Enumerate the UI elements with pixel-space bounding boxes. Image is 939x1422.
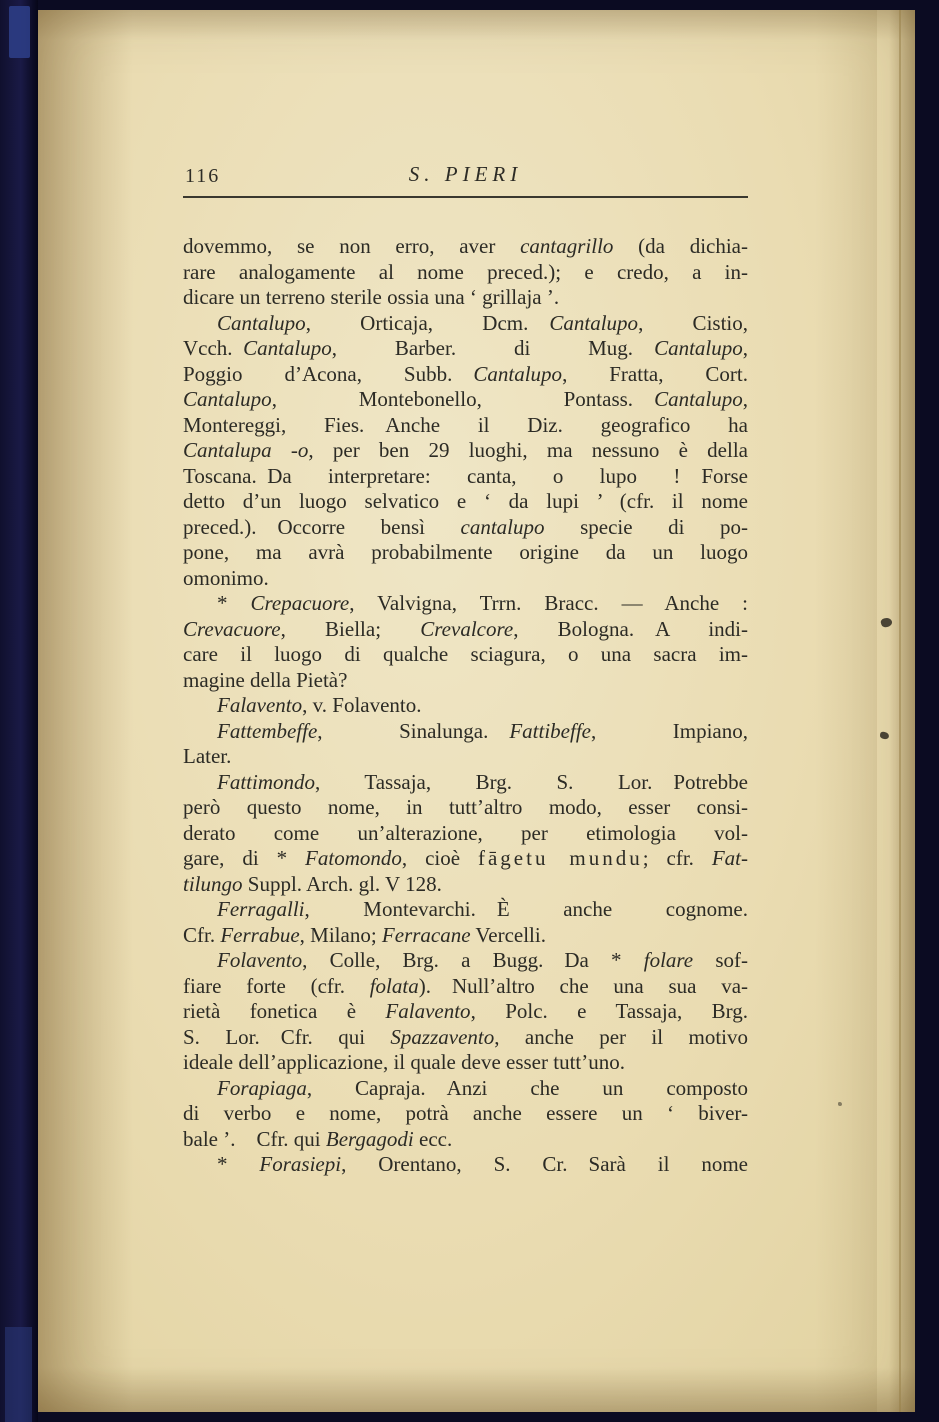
text-line — [183, 540, 748, 566]
header-rule — [183, 196, 748, 198]
text-run: pone, ma avrà probabilmente origine da un luogo — [183, 540, 748, 564]
page-paper — [38, 10, 915, 1412]
text-run: S. Lor. Cfr. qui — [183, 1024, 391, 1049]
text-run: rare analogamente al nome preced.); e credo, a in- — [183, 259, 748, 284]
text-run: bale ’. Cfr. qui — [183, 1126, 326, 1151]
text-line — [183, 234, 748, 260]
text-line — [183, 1152, 748, 1178]
page-edge-line — [899, 10, 901, 1412]
text-run: * — [217, 1152, 260, 1176]
text-line — [183, 999, 748, 1025]
text-run: Fattimondo — [217, 769, 315, 794]
text-run: , Colle, Brg. a Bugg. Da * — [302, 948, 644, 972]
text-run: Bergagodi — [325, 1126, 414, 1151]
text-run: Cantalupa -o — [183, 438, 309, 462]
text-line — [183, 642, 748, 668]
text-line — [183, 1127, 748, 1153]
text-run: Crevalcore — [420, 616, 514, 641]
text-run: Spazzavento — [390, 1024, 495, 1049]
text-run: Falavento — [385, 999, 471, 1023]
text-line — [183, 1025, 748, 1051]
text-run: care il luogo di qualche sciagura, o una sacra im- — [183, 642, 748, 666]
text-line — [183, 1076, 748, 1102]
text-line — [183, 464, 748, 490]
text-run: Toscana. Da interpretare: canta, o lupo ! Forse — [183, 463, 748, 488]
text-run: derato come un’alterazione, per etimologia vol- — [183, 820, 748, 845]
text-run: ; cfr. — [642, 846, 712, 870]
text-run: ecc. — [413, 1126, 453, 1151]
text-run: Forasiepi — [259, 1152, 342, 1176]
page-content — [183, 160, 748, 1178]
text-run: Ferrabue — [220, 922, 300, 947]
page-header — [183, 160, 748, 194]
text-run: (da dichia- — [613, 234, 748, 258]
text-line — [183, 770, 748, 796]
text-run: fiare forte (cfr. — [183, 973, 370, 998]
text-run: , anche per il motivo — [494, 1024, 748, 1049]
text-line — [183, 489, 748, 515]
page-number: 116 — [185, 165, 221, 187]
text-run: , cioè — [401, 846, 478, 870]
text-run: Forapiaga — [217, 1075, 307, 1100]
text-line — [183, 897, 748, 923]
text-line — [183, 260, 748, 286]
text-run: dovemmo, se non erro, aver — [183, 234, 521, 258]
text-run: , Cistio, — [638, 310, 748, 335]
text-run: Fattembeffe — [217, 718, 318, 743]
text-run: preced.). Occorre bensì — [183, 514, 461, 539]
text-run: , Montevarchi. È anche cognome. — [304, 897, 748, 921]
text-run: cantalupo — [460, 514, 545, 539]
text-line — [183, 515, 748, 541]
text-line — [183, 744, 748, 770]
text-run: , Montebonello, Pontass. — [271, 387, 655, 411]
text-run: Suppl. Arch. gl. V 128. — [242, 871, 442, 896]
text-line — [183, 846, 748, 872]
text-run: Cantalupo — [654, 387, 743, 411]
text-run: rietà fonetica è — [183, 999, 386, 1023]
text-line — [183, 285, 748, 311]
text-run: ideale dell’applicazione, il quale deve esser tutt’uno. — [183, 1050, 625, 1074]
text-run: Falavento — [217, 693, 303, 717]
text-line — [183, 1101, 748, 1127]
ink-mark — [879, 731, 889, 739]
page-text — [183, 234, 748, 1178]
text-line — [183, 336, 748, 362]
text-run: folata — [369, 973, 419, 998]
text-line — [183, 1050, 748, 1076]
binding-highlight-top — [9, 6, 30, 58]
page-curvature-shadow — [815, 10, 877, 1412]
text-run: , Orentano, S. Cr. Sarà il nome — [341, 1152, 748, 1176]
text-run: dicare un terreno sterile ossia una ‘ grillaja ’. — [183, 285, 560, 309]
text-line — [183, 821, 748, 847]
text-run: magine della Pietà? — [183, 667, 348, 692]
text-run: però questo nome, in tutt’altro modo, esser consi- — [183, 795, 748, 819]
text-run: Ferracane — [381, 922, 471, 947]
text-run: cantagrillo — [520, 234, 614, 258]
text-run: , Capraja. Anzi che un composto — [306, 1075, 748, 1100]
text-run: fāgetu mundu — [477, 846, 643, 870]
text-run: , Orticaja, Dcm. — [305, 310, 550, 335]
ink-mark — [880, 617, 893, 629]
text-run: sof- — [693, 948, 748, 972]
text-run: , Polc. e Tassaja, Brg. — [470, 999, 749, 1023]
book-binding — [0, 0, 38, 1422]
text-run: , Bologna. A indi- — [513, 616, 748, 641]
text-line — [183, 693, 748, 719]
text-run: * — [217, 591, 251, 615]
text-run: Vercelli. — [470, 922, 546, 947]
text-run: di verbo e nome, potrà anche essere un ‘ biver- — [183, 1101, 748, 1125]
text-run: ). Null’altro che una sua va- — [418, 973, 749, 998]
text-line — [183, 668, 748, 694]
text-run: tilungo — [183, 871, 243, 896]
text-run: Cantalupo — [217, 310, 306, 335]
text-run: Montereggi, Fies. Anche il Diz. geografico ha — [183, 412, 748, 437]
text-run: , Barber. di Mug. — [331, 336, 655, 360]
text-run: , Valvigna, Trrn. Bracc. — Anche : — [349, 591, 748, 615]
text-line — [183, 566, 748, 592]
text-line — [183, 948, 748, 974]
text-run: Later. — [183, 744, 232, 768]
text-run: gare, di * — [183, 846, 306, 870]
binding-highlight-bottom — [5, 1327, 32, 1422]
text-run: , Fratta, Cort. — [562, 361, 748, 386]
text-line — [183, 923, 748, 949]
text-run: detto d’un luogo selvatico e ‘ da lupi ’ (cfr. il nome — [183, 489, 748, 513]
text-run: Fat- — [711, 846, 748, 870]
text-line — [183, 362, 748, 388]
text-run: , Sinalunga. — [317, 718, 510, 743]
text-line — [183, 795, 748, 821]
text-run: , per ben 29 luoghi, ma nessuno è della — [308, 438, 748, 462]
text-run: Fatomondo — [305, 846, 402, 870]
text-run: Ferragalli — [217, 897, 305, 921]
text-run: Folavento — [217, 948, 303, 972]
text-run: , Biella; — [280, 616, 421, 641]
text-run: Crevacuore — [183, 616, 281, 641]
text-run: , v. Folavento. — [302, 693, 422, 717]
text-line — [183, 591, 748, 617]
text-line — [183, 719, 748, 745]
text-run: , — [742, 387, 748, 411]
text-line — [183, 438, 748, 464]
text-run: Cantalupo — [549, 310, 639, 335]
ink-mark — [838, 1102, 842, 1106]
text-line — [183, 974, 748, 1000]
text-run: Vcch. — [183, 336, 244, 360]
text-run: omonimo. — [183, 565, 269, 590]
text-run: Crepacuore — [250, 591, 350, 615]
text-run: specie di po- — [544, 514, 748, 539]
text-line — [183, 413, 748, 439]
text-run: Poggio d’Acona, Subb. — [183, 361, 474, 386]
text-line — [183, 311, 748, 337]
text-run: Cantalupo — [473, 361, 563, 386]
text-run: , Impiano, — [590, 718, 748, 743]
text-run: folare — [643, 948, 694, 972]
text-line — [183, 387, 748, 413]
text-run: Cantalupo — [183, 387, 272, 411]
text-run: Cantalupo — [243, 336, 332, 360]
text-run: Cfr. — [183, 922, 221, 947]
text-run: , Milano; — [299, 922, 382, 947]
text-run: Fattibeffe — [509, 718, 591, 743]
text-line — [183, 617, 748, 643]
running-title: S. PIERI — [408, 162, 523, 186]
text-run: , — [742, 336, 748, 360]
text-run: , Tassaja, Brg. S. Lor. Potrebbe — [315, 769, 748, 794]
text-run: Cantalupo — [654, 336, 743, 360]
text-line — [183, 872, 748, 898]
